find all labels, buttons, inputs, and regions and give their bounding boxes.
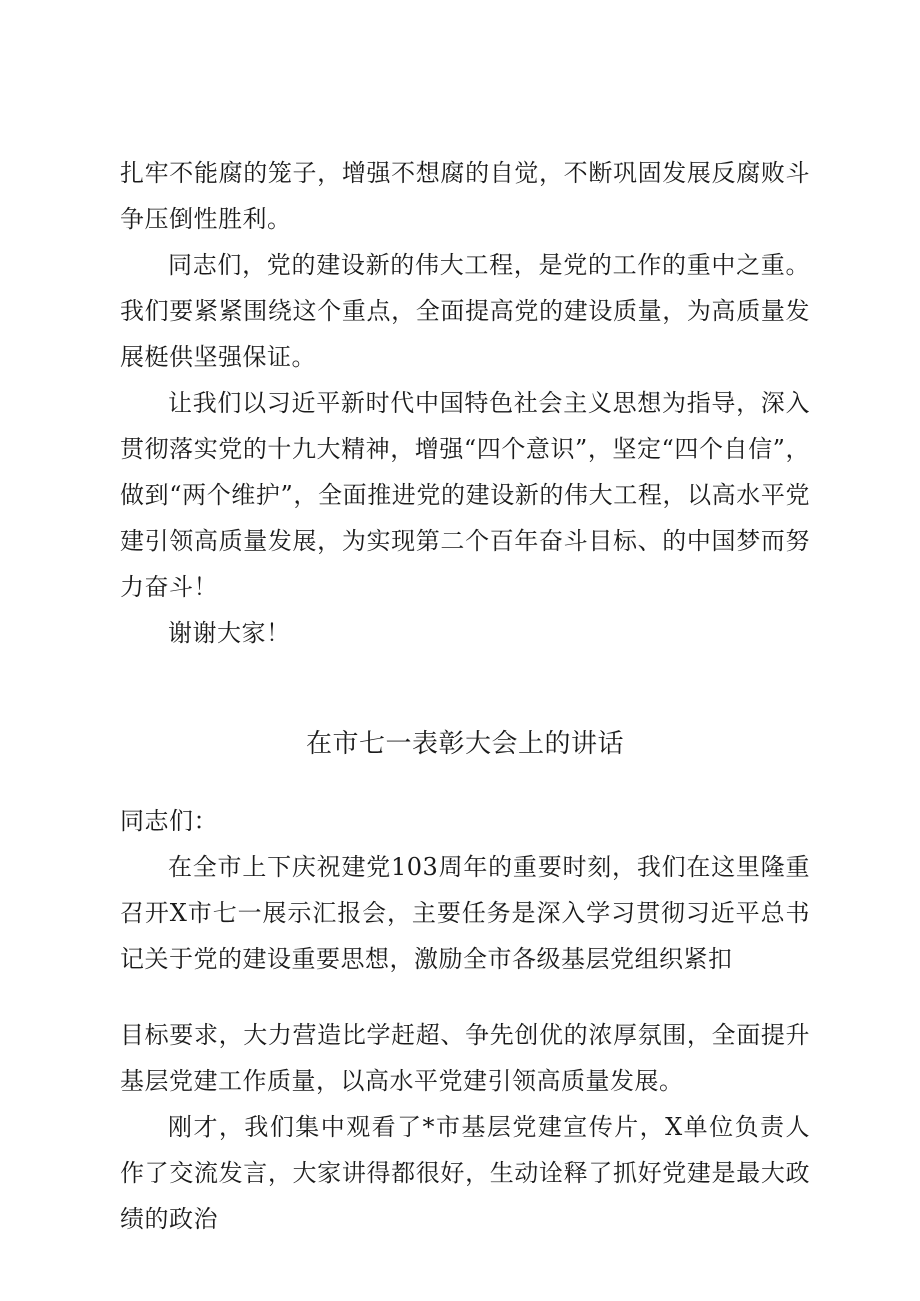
paragraph-opening: 在全市上下庆祝建党103周年的重要时刻，我们在这里隆重召开X市七一展示汇报会，主要任务是深入学习贯彻习近平总书记关于党的建设重要思想，激励全市各级基层党组织紧扣 xyxy=(120,853,810,973)
document-page xyxy=(120,150,810,1242)
paragraph-call-to-action: 让我们以习近平新时代中国特色社会主义思想为指导，深入贯彻落实党的十九大精神，增强“四个意识”，坚定“四个自信”，做到“两个维护”，全面推进党的建设新的伟大工程，以高水平党建引领高质量发展，为实现第二个百年奋斗目标、的中国梦而努力奋斗！ xyxy=(120,389,810,601)
paragraph-anticorruption: 扎牢不能腐的笼子，增强不想腐的自觉，不断巩固发展反腐败斗争压倒性胜利。 xyxy=(120,159,810,233)
paragraph-review: 刚才，我们集中观看了*市基层党建宣传片，X单位负责人作了交流发言，大家讲得都很好，生动诠释了抓好党建是最大政绩的政治 xyxy=(120,1113,810,1233)
paragraph-goals: 目标要求，大力营造比学赶超、争先创优的浓厚氛围，全面提升基层党建工作质量，以高水平党建引领高质量发展。 xyxy=(120,1021,810,1095)
paragraph-party-building: 同志们，党的建设新的伟大工程，是党的工作的重中之重。我们要紧紧围绕这个重点，全面提高党的建设质量，为高质量发展梃供坚强保证。 xyxy=(120,251,810,371)
section-title: 在市七一表彰大会上的讲话 xyxy=(305,729,624,759)
salutation: 同志们： xyxy=(120,807,218,835)
paragraph-thanks: 谢谢大家！ xyxy=(168,619,291,647)
